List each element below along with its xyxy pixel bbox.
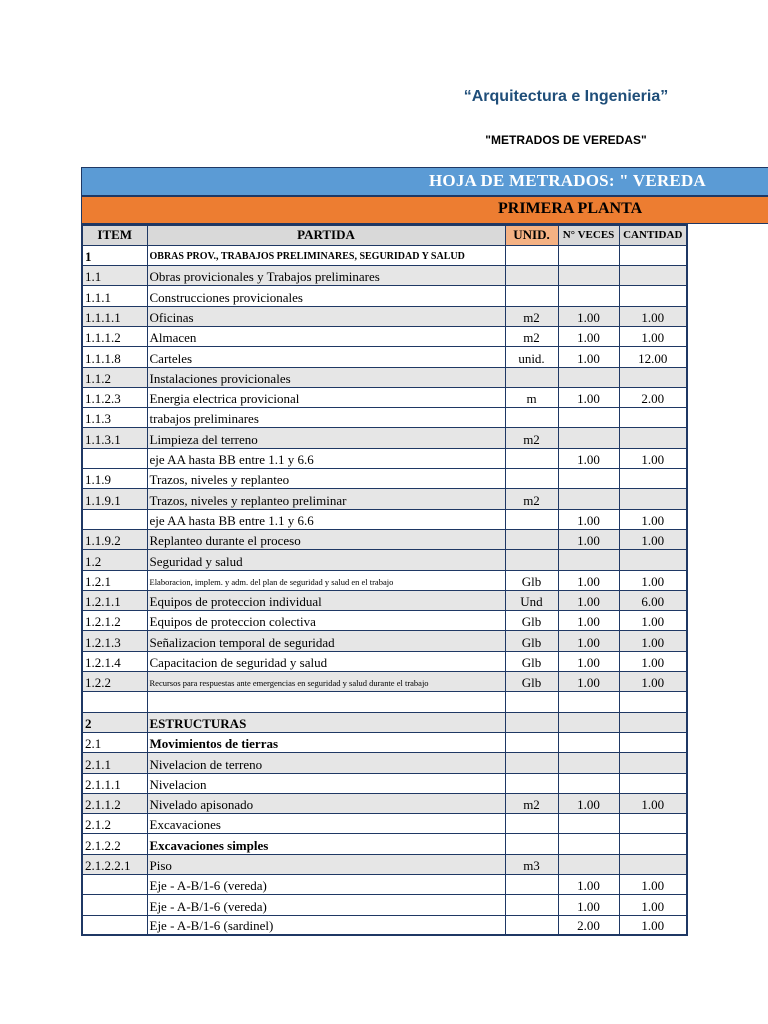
cell-partida: trabajos preliminares xyxy=(147,408,505,428)
cell-cantidad: 6.00 xyxy=(619,590,687,610)
cell-partida: Piso xyxy=(147,854,505,874)
table-body xyxy=(82,245,687,935)
cell-item: 2 xyxy=(82,712,147,732)
table-row xyxy=(82,306,687,326)
cell-partida: Excavaciones simples xyxy=(147,834,505,854)
column-header-partida: PARTIDA xyxy=(147,225,505,245)
cell-unid xyxy=(505,753,558,773)
cell-veces xyxy=(558,367,619,387)
cell-cantidad xyxy=(619,854,687,874)
cell-cantidad: 1.00 xyxy=(619,651,687,671)
cell-item: 1 xyxy=(82,245,147,265)
table-row xyxy=(82,347,687,367)
cell-item: 1.1.2.3 xyxy=(82,387,147,407)
cell-item xyxy=(82,509,147,529)
table-row xyxy=(82,428,687,448)
cell-partida: Replanteo durante el proceso xyxy=(147,529,505,549)
table-row xyxy=(82,387,687,407)
cell-cantidad xyxy=(619,814,687,834)
table-row xyxy=(82,245,687,265)
cell-cantidad xyxy=(619,367,687,387)
cell-partida: Recursos para respuestas ante emergencias en seguridad y salud durante el trabajo xyxy=(147,672,505,692)
table-row xyxy=(82,550,687,570)
table-row xyxy=(82,712,687,732)
cell-partida: Energia electrica provicional xyxy=(147,387,505,407)
cell-partida: eje AA hasta BB entre 1.1 y 6.6 xyxy=(147,509,505,529)
cell-partida: Nivelacion de terreno xyxy=(147,753,505,773)
cell-partida: Eje - A-B/1-6 (vereda) xyxy=(147,875,505,895)
table-row xyxy=(82,570,687,590)
cell-unid: Glb xyxy=(505,611,558,631)
table-row xyxy=(82,631,687,651)
table-row xyxy=(82,773,687,793)
cell-veces: 1.00 xyxy=(558,875,619,895)
cell-cantidad: 1.00 xyxy=(619,529,687,549)
cell-veces xyxy=(558,408,619,428)
cell-item: 1.1.3.1 xyxy=(82,428,147,448)
table-row xyxy=(82,915,687,935)
cell-unid xyxy=(505,286,558,306)
cell-partida: Eje - A-B/1-6 (vereda) xyxy=(147,895,505,915)
cell-item: 1.1.3 xyxy=(82,408,147,428)
cell-veces: 1.00 xyxy=(558,672,619,692)
cell-partida: Seguridad y salud xyxy=(147,550,505,570)
cell-item: 1.2.1.1 xyxy=(82,590,147,610)
cell-unid xyxy=(505,773,558,793)
cell-cantidad: 1.00 xyxy=(619,875,687,895)
floor-banner xyxy=(81,196,768,224)
cell-item: 2.1.1.2 xyxy=(82,793,147,813)
cell-partida: Equipos de proteccion individual xyxy=(147,590,505,610)
cell-cantidad: 1.00 xyxy=(619,915,687,935)
cell-partida: Eje - A-B/1-6 (sardinel) xyxy=(147,915,505,935)
cell-unid xyxy=(505,814,558,834)
cell-unid xyxy=(505,712,558,732)
cell-unid xyxy=(505,834,558,854)
document-subtitle: "METRADOS DE VEREDAS" xyxy=(485,133,647,147)
cell-veces: 1.00 xyxy=(558,590,619,610)
cell-veces xyxy=(558,266,619,286)
table-row xyxy=(82,814,687,834)
cell-cantidad xyxy=(619,712,687,732)
table-row xyxy=(82,793,687,813)
table-row xyxy=(82,834,687,854)
cell-cantidad xyxy=(619,773,687,793)
cell-cantidad xyxy=(619,489,687,509)
cell-item: 1.1.9.2 xyxy=(82,529,147,549)
cell-item: 2.1.1 xyxy=(82,753,147,773)
table-row xyxy=(82,469,687,489)
cell-unid: unid. xyxy=(505,347,558,367)
cell-cantidad: 1.00 xyxy=(619,509,687,529)
cell-item: 1.1.2 xyxy=(82,367,147,387)
cell-veces: 1.00 xyxy=(558,570,619,590)
cell-cantidad xyxy=(619,550,687,570)
cell-partida: Movimientos de tierras xyxy=(147,732,505,752)
cell-item: 1.1.1.8 xyxy=(82,347,147,367)
cell-cantidad xyxy=(619,692,687,712)
cell-cantidad: 1.00 xyxy=(619,448,687,468)
cell-item xyxy=(82,875,147,895)
cell-item xyxy=(82,915,147,935)
cell-veces xyxy=(558,489,619,509)
cell-item: 1.2 xyxy=(82,550,147,570)
cell-unid: m2 xyxy=(505,306,558,326)
cell-unid: m2 xyxy=(505,428,558,448)
cell-cantidad: 1.00 xyxy=(619,895,687,915)
table-row xyxy=(82,753,687,773)
cell-item: 1.1.9 xyxy=(82,469,147,489)
table-row xyxy=(82,326,687,346)
table-row xyxy=(82,895,687,915)
cell-unid xyxy=(505,367,558,387)
cell-unid xyxy=(505,469,558,489)
column-header-veces: N° VECES xyxy=(558,225,619,245)
cell-partida: Equipos de proteccion colectiva xyxy=(147,611,505,631)
cell-veces: 1.00 xyxy=(558,529,619,549)
cell-item: 1.1.9.1 xyxy=(82,489,147,509)
cell-unid: Glb xyxy=(505,672,558,692)
table-row xyxy=(82,489,687,509)
cell-partida: Construcciones provicionales xyxy=(147,286,505,306)
cell-partida: Excavaciones xyxy=(147,814,505,834)
column-header-cantidad: CANTIDAD xyxy=(619,225,687,245)
table-row xyxy=(82,590,687,610)
cell-partida: Nivelacion xyxy=(147,773,505,793)
table-row xyxy=(82,854,687,874)
cell-unid xyxy=(505,875,558,895)
cell-partida: Carteles xyxy=(147,347,505,367)
cell-veces xyxy=(558,753,619,773)
table-row xyxy=(82,692,687,712)
cell-unid xyxy=(505,915,558,935)
cell-unid: Glb xyxy=(505,631,558,651)
cell-unid xyxy=(505,448,558,468)
cell-cantidad: 1.00 xyxy=(619,570,687,590)
cell-unid xyxy=(505,732,558,752)
document-title: “Arquitectura e Ingenieria” xyxy=(463,88,669,105)
cell-item: 1.2.1 xyxy=(82,570,147,590)
cell-unid xyxy=(505,550,558,570)
cell-partida: Señalizacion temporal de seguridad xyxy=(147,631,505,651)
cell-veces xyxy=(558,814,619,834)
cell-item: 1.1 xyxy=(82,266,147,286)
cell-item: 2.1.2.2.1 xyxy=(82,854,147,874)
cell-veces xyxy=(558,428,619,448)
cell-cantidad: 1.00 xyxy=(619,611,687,631)
cell-item xyxy=(82,895,147,915)
metrados-table xyxy=(81,224,688,936)
cell-veces: 1.00 xyxy=(558,793,619,813)
column-header-item: ITEM xyxy=(82,225,147,245)
cell-partida: Instalaciones provicionales xyxy=(147,367,505,387)
cell-item: 2.1.1.1 xyxy=(82,773,147,793)
cell-veces: 1.00 xyxy=(558,509,619,529)
cell-unid xyxy=(505,266,558,286)
cell-unid xyxy=(505,895,558,915)
cell-item: 1.2.1.2 xyxy=(82,611,147,631)
cell-unid: m2 xyxy=(505,326,558,346)
cell-partida: Capacitacion de seguridad y salud xyxy=(147,651,505,671)
cell-cantidad xyxy=(619,245,687,265)
cell-veces: 2.00 xyxy=(558,915,619,935)
table-row xyxy=(82,266,687,286)
cell-partida: OBRAS PROV., TRABAJOS PRELIMINARES, SEGURIDAD Y SALUD xyxy=(147,245,505,265)
cell-partida: Trazos, niveles y replanteo preliminar xyxy=(147,489,505,509)
cell-unid: Glb xyxy=(505,651,558,671)
cell-cantidad xyxy=(619,266,687,286)
table-row xyxy=(82,875,687,895)
cell-item: 1.1.1.2 xyxy=(82,326,147,346)
cell-unid xyxy=(505,692,558,712)
cell-cantidad: 1.00 xyxy=(619,306,687,326)
cell-partida: Almacen xyxy=(147,326,505,346)
cell-unid: m2 xyxy=(505,489,558,509)
cell-unid xyxy=(505,509,558,529)
cell-unid: m3 xyxy=(505,854,558,874)
cell-veces xyxy=(558,834,619,854)
cell-item: 2.1 xyxy=(82,732,147,752)
cell-veces: 1.00 xyxy=(558,448,619,468)
table-row xyxy=(82,408,687,428)
cell-item: 2.1.2.2 xyxy=(82,834,147,854)
cell-veces xyxy=(558,550,619,570)
cell-partida: ESTRUCTURAS xyxy=(147,712,505,732)
table-row xyxy=(82,286,687,306)
cell-cantidad: 12.00 xyxy=(619,347,687,367)
cell-unid: Und xyxy=(505,590,558,610)
cell-cantidad xyxy=(619,469,687,489)
cell-item xyxy=(82,692,147,712)
cell-unid: m xyxy=(505,387,558,407)
cell-veces: 1.00 xyxy=(558,347,619,367)
cell-partida: Obras provicionales y Trabajos preliminares xyxy=(147,266,505,286)
cell-cantidad: 1.00 xyxy=(619,672,687,692)
cell-partida: eje AA hasta BB entre 1.1 y 6.6 xyxy=(147,448,505,468)
cell-item: 1.2.1.3 xyxy=(82,631,147,651)
cell-veces xyxy=(558,854,619,874)
cell-unid: Glb xyxy=(505,570,558,590)
cell-partida xyxy=(147,692,505,712)
cell-item: 1.2.2 xyxy=(82,672,147,692)
table-row xyxy=(82,448,687,468)
column-header-unid: UNID. xyxy=(505,225,558,245)
cell-item: 2.1.2 xyxy=(82,814,147,834)
cell-veces: 1.00 xyxy=(558,611,619,631)
cell-veces xyxy=(558,732,619,752)
cell-cantidad xyxy=(619,753,687,773)
table-row xyxy=(82,367,687,387)
table-header-row xyxy=(82,225,687,245)
cell-cantidad: 1.00 xyxy=(619,631,687,651)
cell-veces xyxy=(558,469,619,489)
cell-item: 1.1.1.1 xyxy=(82,306,147,326)
cell-veces: 1.00 xyxy=(558,387,619,407)
table-row xyxy=(82,529,687,549)
cell-veces: 1.00 xyxy=(558,631,619,651)
table-row xyxy=(82,672,687,692)
cell-veces xyxy=(558,773,619,793)
table-row xyxy=(82,611,687,631)
cell-unid xyxy=(505,408,558,428)
cell-cantidad: 1.00 xyxy=(619,793,687,813)
cell-partida: Nivelado apisonado xyxy=(147,793,505,813)
cell-item xyxy=(82,448,147,468)
cell-veces xyxy=(558,692,619,712)
cell-veces xyxy=(558,712,619,732)
cell-cantidad xyxy=(619,732,687,752)
table-row xyxy=(82,509,687,529)
table-row xyxy=(82,651,687,671)
cell-partida: Oficinas xyxy=(147,306,505,326)
cell-veces: 1.00 xyxy=(558,306,619,326)
cell-veces xyxy=(558,286,619,306)
cell-veces: 1.00 xyxy=(558,895,619,915)
cell-unid: m2 xyxy=(505,793,558,813)
table-row xyxy=(82,732,687,752)
cell-partida: Elaboracion, implem. y adm. del plan de seguridad y salud en el trabajo xyxy=(147,570,505,590)
cell-cantidad xyxy=(619,408,687,428)
cell-cantidad: 2.00 xyxy=(619,387,687,407)
cell-unid xyxy=(505,245,558,265)
sheet-banner-label: HOJA DE METRADOS: " VEREDA xyxy=(429,171,706,190)
cell-item: 1.2.1.4 xyxy=(82,651,147,671)
cell-veces: 1.00 xyxy=(558,651,619,671)
floor-banner-label: PRIMERA PLANTA xyxy=(498,200,643,217)
cell-cantidad xyxy=(619,834,687,854)
cell-cantidad: 1.00 xyxy=(619,326,687,346)
cell-item: 1.1.1 xyxy=(82,286,147,306)
sheet-banner xyxy=(81,167,768,196)
cell-partida: Limpieza del terreno xyxy=(147,428,505,448)
cell-unid xyxy=(505,529,558,549)
cell-veces: 1.00 xyxy=(558,326,619,346)
cell-cantidad xyxy=(619,286,687,306)
cell-cantidad xyxy=(619,428,687,448)
cell-partida: Trazos, niveles y replanteo xyxy=(147,469,505,489)
cell-veces xyxy=(558,245,619,265)
